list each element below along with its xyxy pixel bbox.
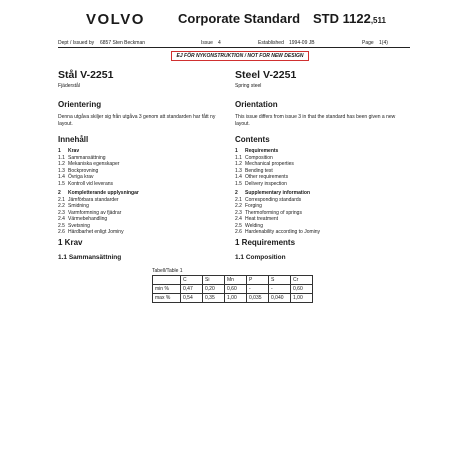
table-cell: 0,60 [225,285,247,294]
table-header-cell: Mn [225,276,247,285]
volvo-logo: VOLVO [86,11,145,28]
contents-item-number: 2.5 [235,222,242,229]
contents-item-number: 2 [235,190,238,196]
contents-item-text: Jämförbara standarder [68,196,119,203]
table-cell: 1,00 [225,294,247,303]
not-for-new-design-banner: EJ FÖR NYKONSTRUKTION / NOT FOR NEW DESIGN [171,51,309,61]
left-title: Stål V-2251 [58,69,114,81]
contents-item-text: Thermoforming of springs [245,209,302,216]
contents-item-number: 2.6 [235,229,242,235]
table-header-cell: Si [203,276,225,285]
left-section-1-1-heading: 1.1 Sammansättning [58,254,122,261]
contents-item-number: 2.6 [58,229,65,235]
right-orientation-text: This issue differs from issue 3 in that the standard has been given a new layout. [235,114,396,127]
dept-label: Dept / Issued by [58,40,95,46]
right-contents-list [235,148,320,236]
composition-table [152,275,313,303]
contents-item-text: Hardenability according to Jominy [245,229,321,235]
contents-item-number: 1.4 [235,174,242,180]
page-label: Page [362,40,374,46]
table-cell: - [247,285,269,294]
right-section-1-heading: 1 Requirements [235,238,296,247]
right-title: Steel V-2251 [235,69,297,81]
established-value: 1994-09 JB [289,40,315,46]
contents-item-text: Varmformning av fjädrar [68,209,122,216]
left-orientation-text: Denna utgåva skiljer sig från utgåva 3 genom att standarden har fått ny layout. [58,114,216,127]
dept-value: 6857 Sten Beckman [100,40,146,46]
contents-item [58,229,139,236]
left-orientation-heading: Orientering [58,100,102,109]
table-cell: 1,00 [291,294,313,303]
contents-item-text: Supplementary information [245,190,311,196]
contents-item-number: 1.3 [58,167,65,174]
contents-item-text: Other requirements [245,174,289,180]
contents-item-text: Mechanical properties [245,161,294,167]
contents-item-number: 2.4 [58,216,65,222]
contents-item-number: 1.2 [58,161,65,167]
contents-item-text: Kontroll vid leverans [68,180,114,187]
contents-item [235,229,320,236]
contents-item-number: 2.5 [58,222,65,229]
contents-item-number: 1.5 [58,180,65,187]
contents-item-number: 2 [58,190,61,196]
table-cell: 0,47 [181,285,203,294]
left-contents-list [58,148,139,236]
contents-item-number: 2.2 [58,203,65,209]
standard-number [313,11,386,26]
table-header-cell: P [247,276,269,285]
contents-item [235,181,320,188]
contents-item-text: Kompletterande upplysningar [68,190,139,196]
table-cell: 0,040 [269,294,291,303]
table-header-cell: C [181,276,203,285]
contents-item-text: Bending test [245,167,273,174]
table-cell: 0,60 [291,285,313,294]
contents-item-text: Corresponding standards [245,196,302,203]
contents-item-number: 1.3 [235,167,242,174]
contents-item-text: Värmebehandling [68,216,108,222]
contents-item-number: 1.5 [235,180,242,187]
contents-item-text: Svetsning [68,222,90,229]
table-caption: Tabell/Table 1 [152,268,183,274]
established-label: Established [258,40,284,46]
contents-item-number: 2.4 [235,216,242,222]
contents-item-text: Smidning [68,203,89,209]
contents-item-text: Sammansättning [68,154,106,161]
contents-item-number: 1.1 [58,154,65,161]
contents-item-number: 1.2 [235,161,242,167]
header-rule [58,47,410,48]
contents-item-text: Composition [245,154,273,161]
contents-item-text: Heat treatment [245,216,279,222]
contents-item-text: Härdbarhet enligt Jominy [68,229,124,235]
table-cell: 0,035 [247,294,269,303]
issue-value: 4 [218,40,221,46]
contents-item-text: Delivery inspection [245,180,287,187]
contents-item-text: Forging [245,203,262,209]
contents-item-text: Övriga krav [68,174,94,180]
table-header-cell: Cr [291,276,313,285]
contents-item-number: 1.4 [58,174,65,180]
standard-number-suffix: ,511 [370,16,386,25]
table-cell: min % [153,285,181,294]
table-header-cell: S [269,276,291,285]
table-cell: max % [153,294,181,303]
contents-item-text: Krav [68,148,80,154]
table-cell: 0,35 [203,294,225,303]
contents-item-text: Mekaniska egenskaper [68,161,120,167]
contents-item-number: 2.3 [58,209,65,216]
left-section-1-heading: 1 Krav [58,238,83,247]
left-subtitle: Fjäderstål [58,83,80,89]
contents-item-text: Requirements [245,148,279,154]
table-cell: - [269,285,291,294]
table-cell: 0,20 [203,285,225,294]
contents-item-number: 1 [58,148,61,154]
table-header-cell [153,276,181,285]
table-cell: 0,54 [181,294,203,303]
contents-item-text: Bockprovning [68,167,99,174]
right-orientation-heading: Orientation [235,100,278,109]
doc-title: Corporate Standard [178,11,301,26]
contents-item-text: Welding [245,222,263,229]
contents-item-number: 2.3 [235,209,242,216]
contents-item-number: 2.1 [58,196,65,203]
contents-item-number: 2.1 [235,196,242,203]
right-section-1-1-heading: 1.1 Composition [235,254,286,261]
contents-item-number: 2.2 [235,203,242,209]
contents-item [58,181,139,188]
contents-item-number: 1.1 [235,154,242,161]
page-value: 1(4) [379,40,388,46]
right-contents-heading: Contents [235,135,270,144]
left-contents-heading: Innehåll [58,135,89,144]
table-header-row [153,276,313,285]
table-row [153,294,313,303]
standard-number-main: STD 1122 [313,11,371,26]
right-subtitle: Spring steel [235,83,262,89]
table-row [153,285,313,294]
contents-item-number: 1 [235,148,238,154]
issue-label: Issue [201,40,213,46]
